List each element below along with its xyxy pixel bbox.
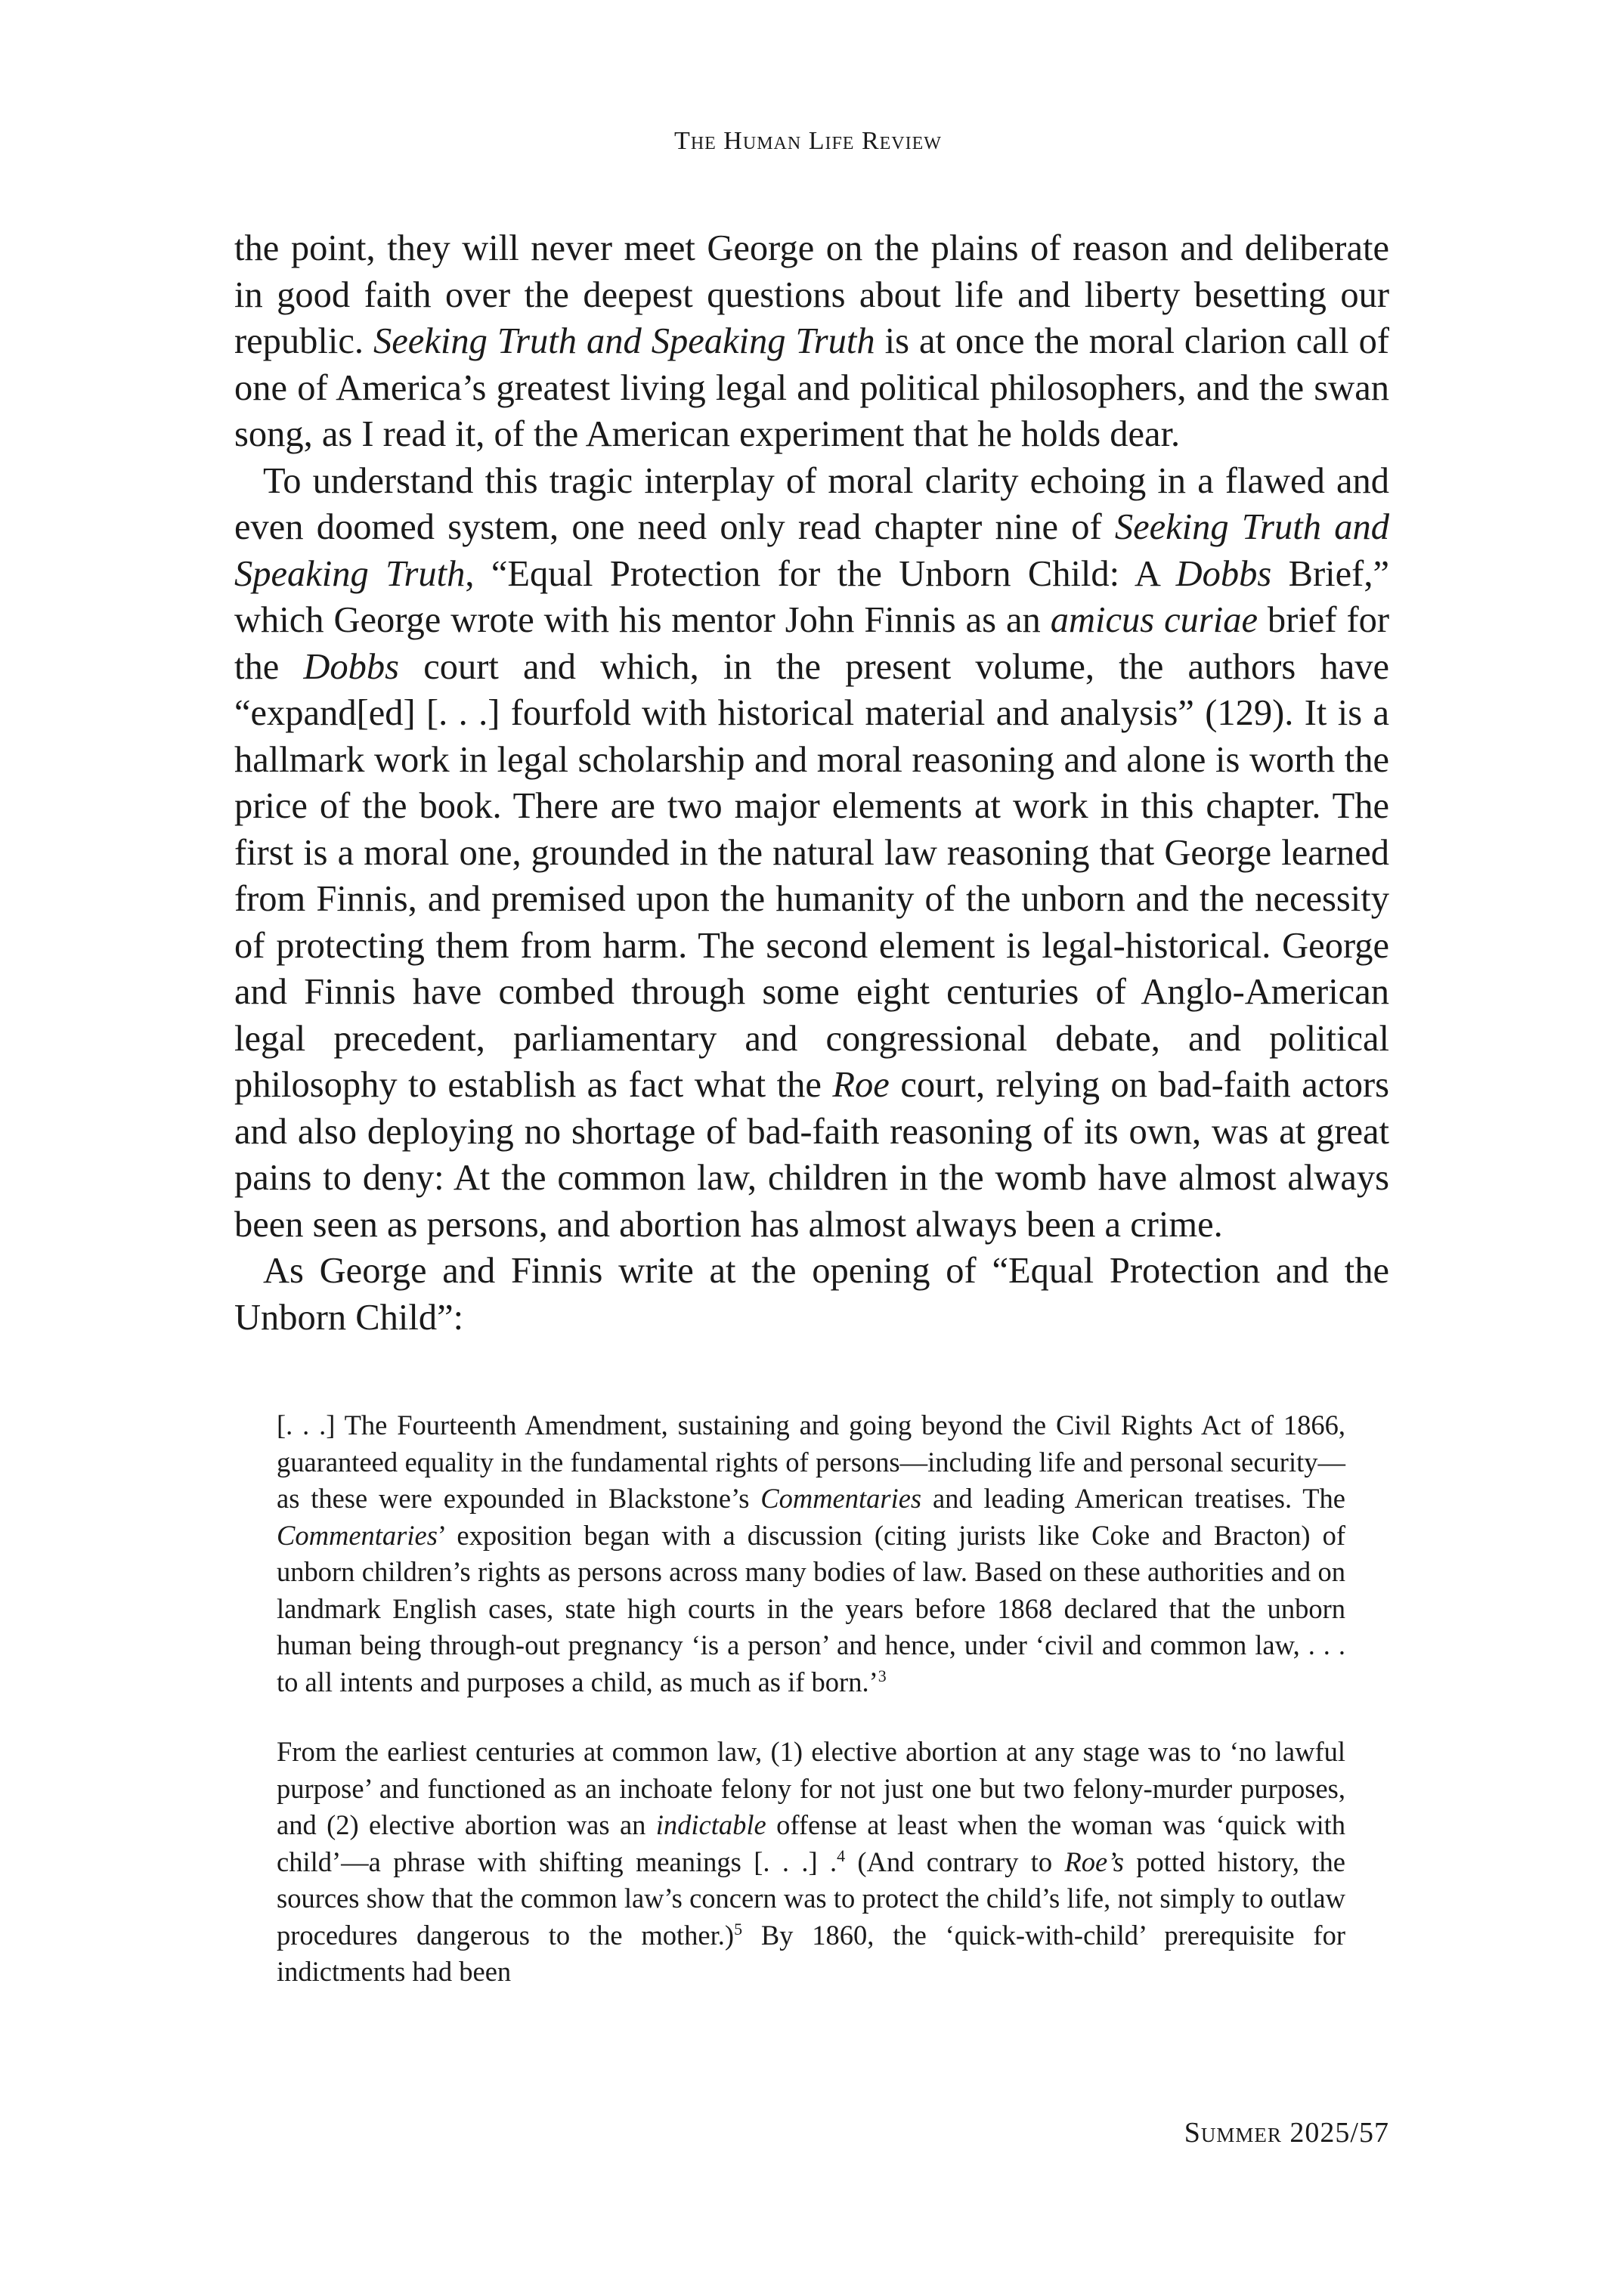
paragraph-2 bbox=[234, 458, 1389, 1249]
text-run: Brief,” which George wrote with his mentor John Finnis as an bbox=[234, 553, 1389, 640]
text-run: is at once the moral clarion call of one of America’s greatest living legal and political philosophers, and the swan song, as I read it, of the American experiment that he holds dear. bbox=[234, 321, 1389, 454]
case-name: Roe bbox=[832, 1065, 890, 1105]
page-folio: Summer 2025/57 bbox=[1184, 2117, 1389, 2149]
text-run: court, relying on bad-faith actors and also deploying no shortage of bad-faith reasoning of its own, was at great pains to deny: At the common law, children in the womb have almost always been seen as persons, and abortion has almost always been a crime. bbox=[234, 1065, 1389, 1245]
footnote-ref: 5 bbox=[734, 1919, 743, 1939]
text-run: As George and Finnis write at the opening of “Equal Protection and the Unborn Child”: bbox=[234, 1251, 1389, 1338]
text-run: , “Equal Protection for the Unborn Child: A bbox=[465, 553, 1176, 594]
quote-paragraph-2 bbox=[277, 1734, 1345, 1991]
text-run: the point, they will never meet George on the plains of reason and deliberate in good faith over the deepest questions about life and liberty besetting our republic. bbox=[234, 228, 1389, 361]
book-title: Commentaries bbox=[277, 1519, 438, 1551]
text-run: ’ exposition began with a discussion (citing jurists like Coke and Bracton) of unborn children’s rights as persons across many bodies of law. Based on these authorities and on landmark English cases, state high courts in the years before 1868 declared that the unborn human being through-out pregnancy ‘is a person’ and hence, under ‘civil and common law, . . . to all intents and purposes a child, as much as if born.’ bbox=[277, 1519, 1345, 1697]
text-run: From the earliest centuries at common law, (1) elective abortion at any stage was to ‘no lawful purpose’ and functioned as an inchoate felony for not just one but two felony-murder purposes, and (2) elective abortion was an bbox=[277, 1736, 1345, 1840]
latin-term: amicus curiae bbox=[1050, 600, 1258, 640]
block-quote bbox=[277, 1407, 1345, 2024]
footnote-ref: 4 bbox=[837, 1846, 846, 1865]
text-run: and leading American treatises. The bbox=[921, 1483, 1345, 1514]
text-run: brief for the bbox=[234, 600, 1389, 687]
footnote-ref: 3 bbox=[878, 1666, 887, 1685]
paragraph-3 bbox=[234, 1248, 1389, 1341]
text-run: offense at least when the woman was ‘quick with child’—a phrase with shifting meanings [. . .] . bbox=[277, 1809, 1345, 1877]
book-title: Seeking Truth and Speaking Truth bbox=[234, 507, 1389, 594]
case-name: Roe’s bbox=[1064, 1846, 1124, 1877]
text-run: (And contrary to bbox=[845, 1846, 1065, 1877]
case-name: Dobbs bbox=[303, 646, 400, 687]
text-run: court and which, in the present volume, the authors have “expand[ed] [. . .] fourfold with historical material and analysis” (129). It is a hallmark work in legal scholarship and moral reasoning and alone is worth the price of the book. There are two major elements at work in this chapter. The first is a moral one, grounded in the natural law reasoning that George learned from Finnis, and premised upon the humanity of the unborn and the necessity of protecting them from harm. The second element is legal-historical. George and Finnis have combed through some eight centuries of Anglo-American legal precedent, parliamentary and congressional debate, and political philosophy to establish as fact what the bbox=[234, 646, 1389, 1105]
paragraph-1 bbox=[234, 225, 1389, 458]
running-head: The Human Life Review bbox=[674, 127, 942, 155]
case-name: Dobbs bbox=[1175, 553, 1272, 594]
quote-paragraph-1 bbox=[277, 1407, 1345, 1700]
text-run: By 1860, the ‘quick-with-child’ prerequisite for indictments had been bbox=[277, 1919, 1345, 1987]
text-run: potted history, the sources show that the common law’s concern was to protect the child’s life, not simply to outlaw procedures dangerous to the mother.) bbox=[277, 1846, 1345, 1951]
book-title: Commentaries bbox=[760, 1483, 922, 1514]
body-text bbox=[234, 225, 1389, 1341]
text-run: To understand this tragic interplay of moral clarity echoing in a flawed and even doomed system, one need only read chapter nine of bbox=[234, 460, 1389, 547]
book-title: Seeking Truth and Speaking Truth bbox=[373, 321, 875, 361]
text-run: [. . .] The Fourteenth Amendment, sustaining and going beyond the Civil Rights Act of 1866, guaranteed equality in the fundamental rights of persons—including life and personal security—as these were expounded in Blackstone’s bbox=[277, 1409, 1345, 1514]
emphasis: indictable bbox=[655, 1809, 766, 1840]
